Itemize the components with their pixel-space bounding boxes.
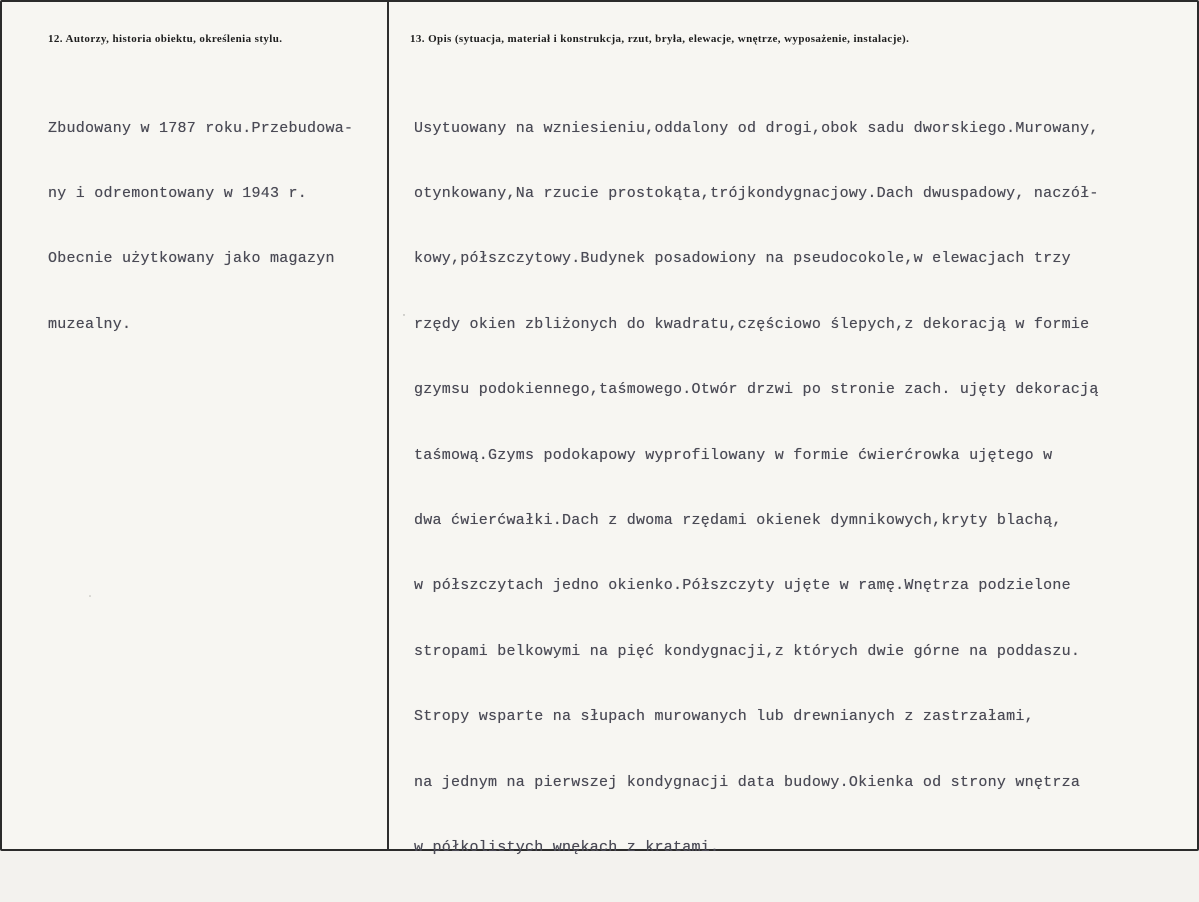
history-line: muzealny.: [48, 315, 132, 333]
description-line: w półkolistych wnękach z kratami.: [414, 838, 720, 856]
section-13-header: 13. Opis (sytuacja, materiał i konstrukcja, rzut, bryła, elewacje, wnętrze, wyposażenie, instalacje).: [410, 33, 910, 45]
description-text: [414, 74, 1099, 902]
description-line: dwa ćwierćwałki.Dach z dwoma rzędami okienek dymnikowych,kryty blachą,: [414, 511, 1062, 529]
description-line: Usytuowany na wzniesieniu,oddalony od drogi,obok sadu dworskiego.Murowany,: [414, 119, 1099, 137]
history-line: Zbudowany w 1787 roku.Przebudowa-: [48, 119, 354, 137]
history-line: ny i odremontowany w 1943 r.: [48, 184, 308, 202]
description-line: na jednym na pierwszej kondygnacji data budowy.Okienka od strony wnętrza: [414, 773, 1081, 791]
description-line: w półszczytach jedno okienko.Półszczyty ujęte w ramę.Wnętrza podzielone: [414, 577, 1071, 595]
section-12-header: 12. Autorzy, historia obiektu, określenia stylu.: [48, 33, 283, 45]
description-line: stropami belkowymi na pięć kondygnacji,z których dwie górne na poddaszu.: [414, 642, 1081, 660]
description-line: taśmową.Gzyms podokapowy wyprofilowany w formie ćwierćrowka ujętego w: [414, 446, 1053, 464]
description-line: kowy,półszczytowy.Budynek posadowiony na pseudocokole,w elewacjach trzy: [414, 250, 1071, 268]
description-line: gzymsu podokiennego,taśmowego.Otwór drzwi po stronie zach. ujęty dekoracją: [414, 381, 1099, 399]
history-line: Obecnie użytkowany jako magazyn: [48, 250, 335, 268]
description-line: Stropy wsparte na słupach murowanych lub drewnianych z zastrzałami,: [414, 708, 1034, 726]
history-text: [48, 74, 353, 379]
description-line: rzędy okien zbliżonych do kwadratu,częściowo ślepych,z dekoracją w formie: [414, 315, 1090, 333]
column-divider: [387, 2, 389, 851]
description-line: otynkowany,Na rzucie prostokąta,trójkondygnacjowy.Dach dwuspadowy, naczół-: [414, 184, 1099, 202]
